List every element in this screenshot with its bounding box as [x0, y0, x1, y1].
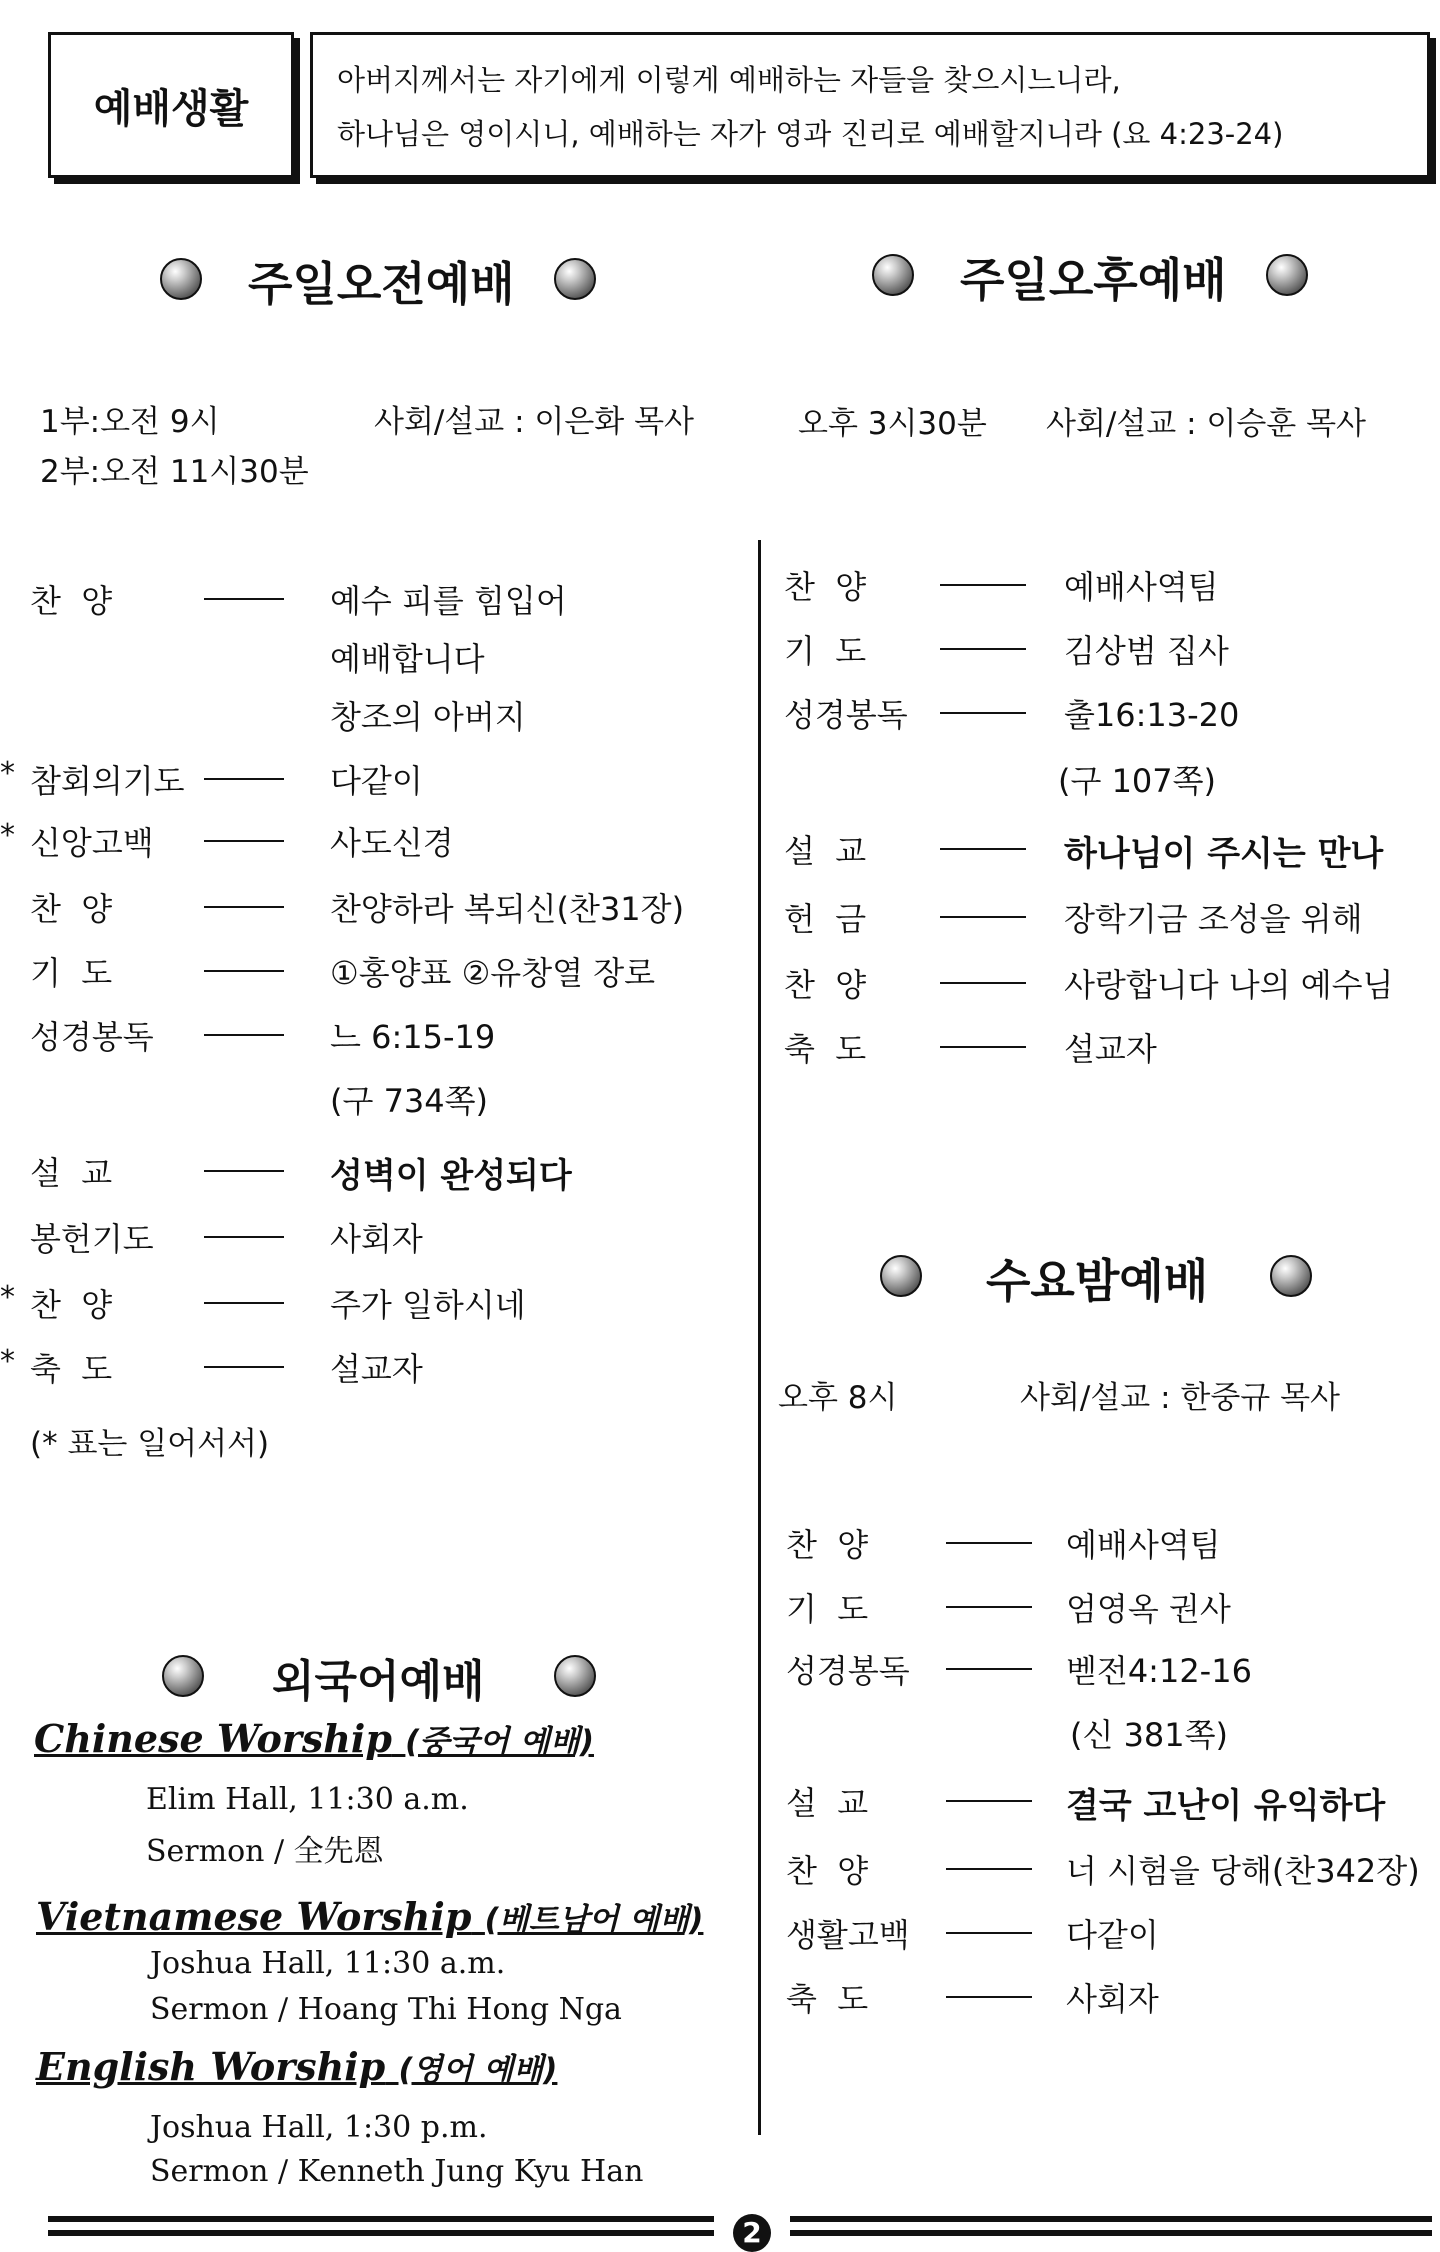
program-value: 성벽이 완성되다 [330, 1156, 572, 1196]
dash-rule [204, 1170, 284, 1172]
service-korean-name: (중국어 예배) [405, 1724, 594, 1760]
program-row [786, 1974, 1440, 2024]
dash-rule [940, 916, 1026, 918]
program-value: 김상범 집사 [1064, 632, 1229, 670]
program-item: 찬 양 [30, 1286, 113, 1324]
standing-note: (* 표는 일어서서) [30, 1426, 270, 1462]
program-value: 결국 고난이 유익하다 [1066, 1786, 1386, 1826]
program-row [30, 1148, 710, 1198]
program-row [784, 756, 1440, 806]
program-value: 예수 피를 힘입어 [330, 582, 567, 620]
program-row [0, 1280, 710, 1330]
bullet-ball-icon [554, 1655, 596, 1697]
service-sermon: Sermon / Kenneth Jung Kyu Han [150, 2154, 644, 2189]
program-item: 생활고백 [786, 1916, 910, 1954]
dash-rule [204, 970, 284, 972]
program-row [0, 756, 710, 806]
morning-time-2: 2부:오전 11시30분 [40, 454, 309, 490]
service-korean-name: (베트남어 예배) [484, 1902, 704, 1938]
program-item: 헌 금 [784, 900, 867, 938]
dash-rule [946, 1542, 1032, 1544]
program-value: 사회자 [1066, 1980, 1159, 2018]
afternoon-time: 오후 3시30분 [798, 406, 987, 442]
program-row [30, 634, 710, 684]
program-value: (구 734쪽) [330, 1082, 489, 1120]
standing-mark: * [0, 1344, 15, 1379]
dash-rule [204, 1034, 284, 1036]
program-row [784, 626, 1440, 676]
dash-rule [204, 1236, 284, 1238]
afternoon-title: 주일오후예배 [960, 253, 1227, 307]
program-row [786, 1584, 1440, 1634]
dash-rule [204, 598, 284, 600]
morning-title-group [158, 248, 608, 318]
program-row [30, 1214, 710, 1264]
bullet-ball-icon [162, 1655, 204, 1697]
foreign-service-title [36, 2044, 557, 2089]
program-row [784, 1024, 1440, 1074]
section-label-box [48, 32, 294, 178]
program-row [30, 948, 710, 998]
service-name: English Worship [36, 2044, 386, 2089]
service-name: Vietnamese Worship [36, 1894, 472, 1939]
program-row [786, 1710, 1440, 1760]
bullet-ball-icon [554, 258, 596, 300]
service-sermon: Sermon / 全先恩 [146, 1834, 384, 1869]
program-value: 너 시험을 당해(찬342장) [1066, 1852, 1420, 1890]
program-item: 축 도 [786, 1980, 869, 2018]
dash-rule [940, 1046, 1026, 1048]
dash-rule [204, 1366, 284, 1368]
program-row [786, 1846, 1440, 1896]
program-value: 예배합니다 [330, 640, 485, 678]
verse-line: 아버지께서는 자기에게 이렇게 예배하는 자들을 찾으시느니라, [337, 63, 1121, 97]
program-value: 예배사역팀 [1064, 568, 1219, 606]
program-row [30, 692, 710, 742]
standing-mark: * [0, 1280, 15, 1315]
program-value: 엄영옥 권사 [1066, 1590, 1231, 1628]
program-value: 출16:13-20 [1064, 696, 1240, 734]
afternoon-title-group [870, 244, 1320, 314]
program-item: 성경봉독 [30, 1018, 154, 1056]
program-value: 하나님이 주시는 만나 [1064, 834, 1384, 874]
program-value: 느 6:15-19 [330, 1018, 496, 1056]
morning-time-1: 1부:오전 9시 [40, 404, 220, 440]
program-value: 설교자 [1064, 1030, 1157, 1068]
program-value: 예배사역팀 [1066, 1526, 1221, 1564]
bullet-ball-icon [1266, 254, 1308, 296]
program-item: 성경봉독 [784, 696, 908, 734]
program-item: 축 도 [30, 1350, 113, 1388]
foreign-service-title [34, 1716, 594, 1761]
program-value: 다같이 [1066, 1916, 1159, 1954]
afternoon-leader: 사회/설교 : 이승훈 목사 [1046, 406, 1366, 442]
verse-box [310, 32, 1430, 178]
bullet-ball-icon [160, 258, 202, 300]
program-row [786, 1520, 1440, 1570]
foreign-title: 외국어예배 [272, 1656, 485, 1707]
program-row [784, 826, 1440, 876]
program-item: 참회의기도 [30, 762, 185, 800]
program-item: 찬 양 [30, 582, 113, 620]
bullet-ball-icon [872, 254, 914, 296]
program-value: 사도신경 [330, 824, 454, 862]
bullet-ball-icon [1270, 1255, 1312, 1297]
program-row [786, 1646, 1440, 1696]
program-item: 설 교 [786, 1784, 869, 1822]
program-value: 설교자 [330, 1350, 423, 1388]
program-item: 성경봉독 [786, 1652, 910, 1690]
program-row [784, 960, 1440, 1010]
program-item: 찬 양 [786, 1852, 869, 1890]
program-value: 찬양하라 복되신(찬31장) [330, 890, 685, 928]
bullet-ball-icon [880, 1255, 922, 1297]
program-row [0, 1344, 710, 1394]
morning-title: 주일오전예배 [248, 257, 515, 311]
program-item: 기 도 [784, 632, 867, 670]
program-row [784, 894, 1440, 944]
program-row [30, 576, 710, 626]
service-place: Joshua Hall, 1:30 p.m. [150, 2110, 488, 2145]
column-divider [758, 540, 761, 2135]
program-value: 사랑합니다 나의 예수님 [1064, 966, 1394, 1004]
wednesday-time: 오후 8시 [778, 1380, 898, 1416]
standing-mark: * [0, 756, 15, 791]
program-value: ①홍양표 ②유창열 장로 [330, 954, 656, 992]
program-row [0, 818, 710, 868]
wednesday-title: 수요밤예배 [986, 1254, 1209, 1308]
foreign-title-group [160, 1645, 610, 1715]
service-korean-name: (영어 예배) [398, 2052, 558, 2088]
verse-line: 하나님은 영이시니, 예배하는 자가 영과 진리로 예배할지니라 (요 4:23-24) [337, 117, 1284, 151]
dash-rule [946, 1800, 1032, 1802]
foreign-service-title [36, 1894, 703, 1939]
section-label: 예배생활 [93, 85, 249, 132]
dash-rule [204, 778, 284, 780]
dash-rule [204, 906, 284, 908]
program-value: (신 381쪽) [1070, 1716, 1229, 1754]
dash-rule [940, 584, 1026, 586]
dash-rule [204, 840, 284, 842]
program-value: 다같이 [330, 762, 423, 800]
program-item: 설 교 [784, 832, 867, 870]
program-value: 벧전4:12-16 [1066, 1652, 1252, 1690]
program-row [30, 1012, 710, 1062]
program-item: 기 도 [786, 1590, 869, 1628]
dash-rule [946, 1932, 1032, 1934]
program-row [786, 1910, 1440, 1960]
service-name: Chinese Worship [34, 1716, 392, 1761]
dash-rule [946, 1668, 1032, 1670]
service-place: Elim Hall, 11:30 a.m. [146, 1782, 469, 1817]
program-row [784, 562, 1440, 612]
dash-rule [946, 1868, 1032, 1870]
program-value: 창조의 아버지 [330, 698, 526, 736]
dash-rule [204, 1302, 284, 1304]
standing-mark: * [0, 818, 15, 853]
program-value: (구 107쪽) [1058, 762, 1217, 800]
service-place: Joshua Hall, 11:30 a.m. [150, 1946, 506, 1981]
dash-rule [940, 648, 1026, 650]
program-item: 신앙고백 [30, 824, 154, 862]
page-number: 2 [733, 2214, 771, 2252]
program-item: 축 도 [784, 1030, 867, 1068]
dash-rule [946, 1996, 1032, 1998]
wednesday-title-group [878, 1245, 1318, 1315]
program-row [786, 1778, 1440, 1828]
program-item: 기 도 [30, 954, 113, 992]
program-item: 찬 양 [786, 1526, 869, 1564]
program-item: 찬 양 [784, 966, 867, 1004]
program-row [30, 1076, 710, 1126]
morning-leader: 사회/설교 : 이은화 목사 [374, 404, 694, 440]
program-value: 주가 일하시네 [330, 1286, 526, 1324]
dash-rule [946, 1606, 1032, 1608]
program-item: 찬 양 [784, 568, 867, 606]
program-item: 찬 양 [30, 890, 113, 928]
program-value: 사회자 [330, 1220, 423, 1258]
program-item: 봉헌기도 [30, 1220, 154, 1258]
program-row [30, 884, 710, 934]
dash-rule [940, 982, 1026, 984]
program-item: 설 교 [30, 1154, 113, 1192]
program-row [784, 690, 1440, 740]
program-value: 장학기금 조성을 위해 [1064, 900, 1363, 938]
dash-rule [940, 712, 1026, 714]
dash-rule [940, 848, 1026, 850]
service-sermon: Sermon / Hoang Thi Hong Nga [150, 1992, 622, 2027]
wednesday-leader: 사회/설교 : 한중규 목사 [1020, 1380, 1340, 1416]
